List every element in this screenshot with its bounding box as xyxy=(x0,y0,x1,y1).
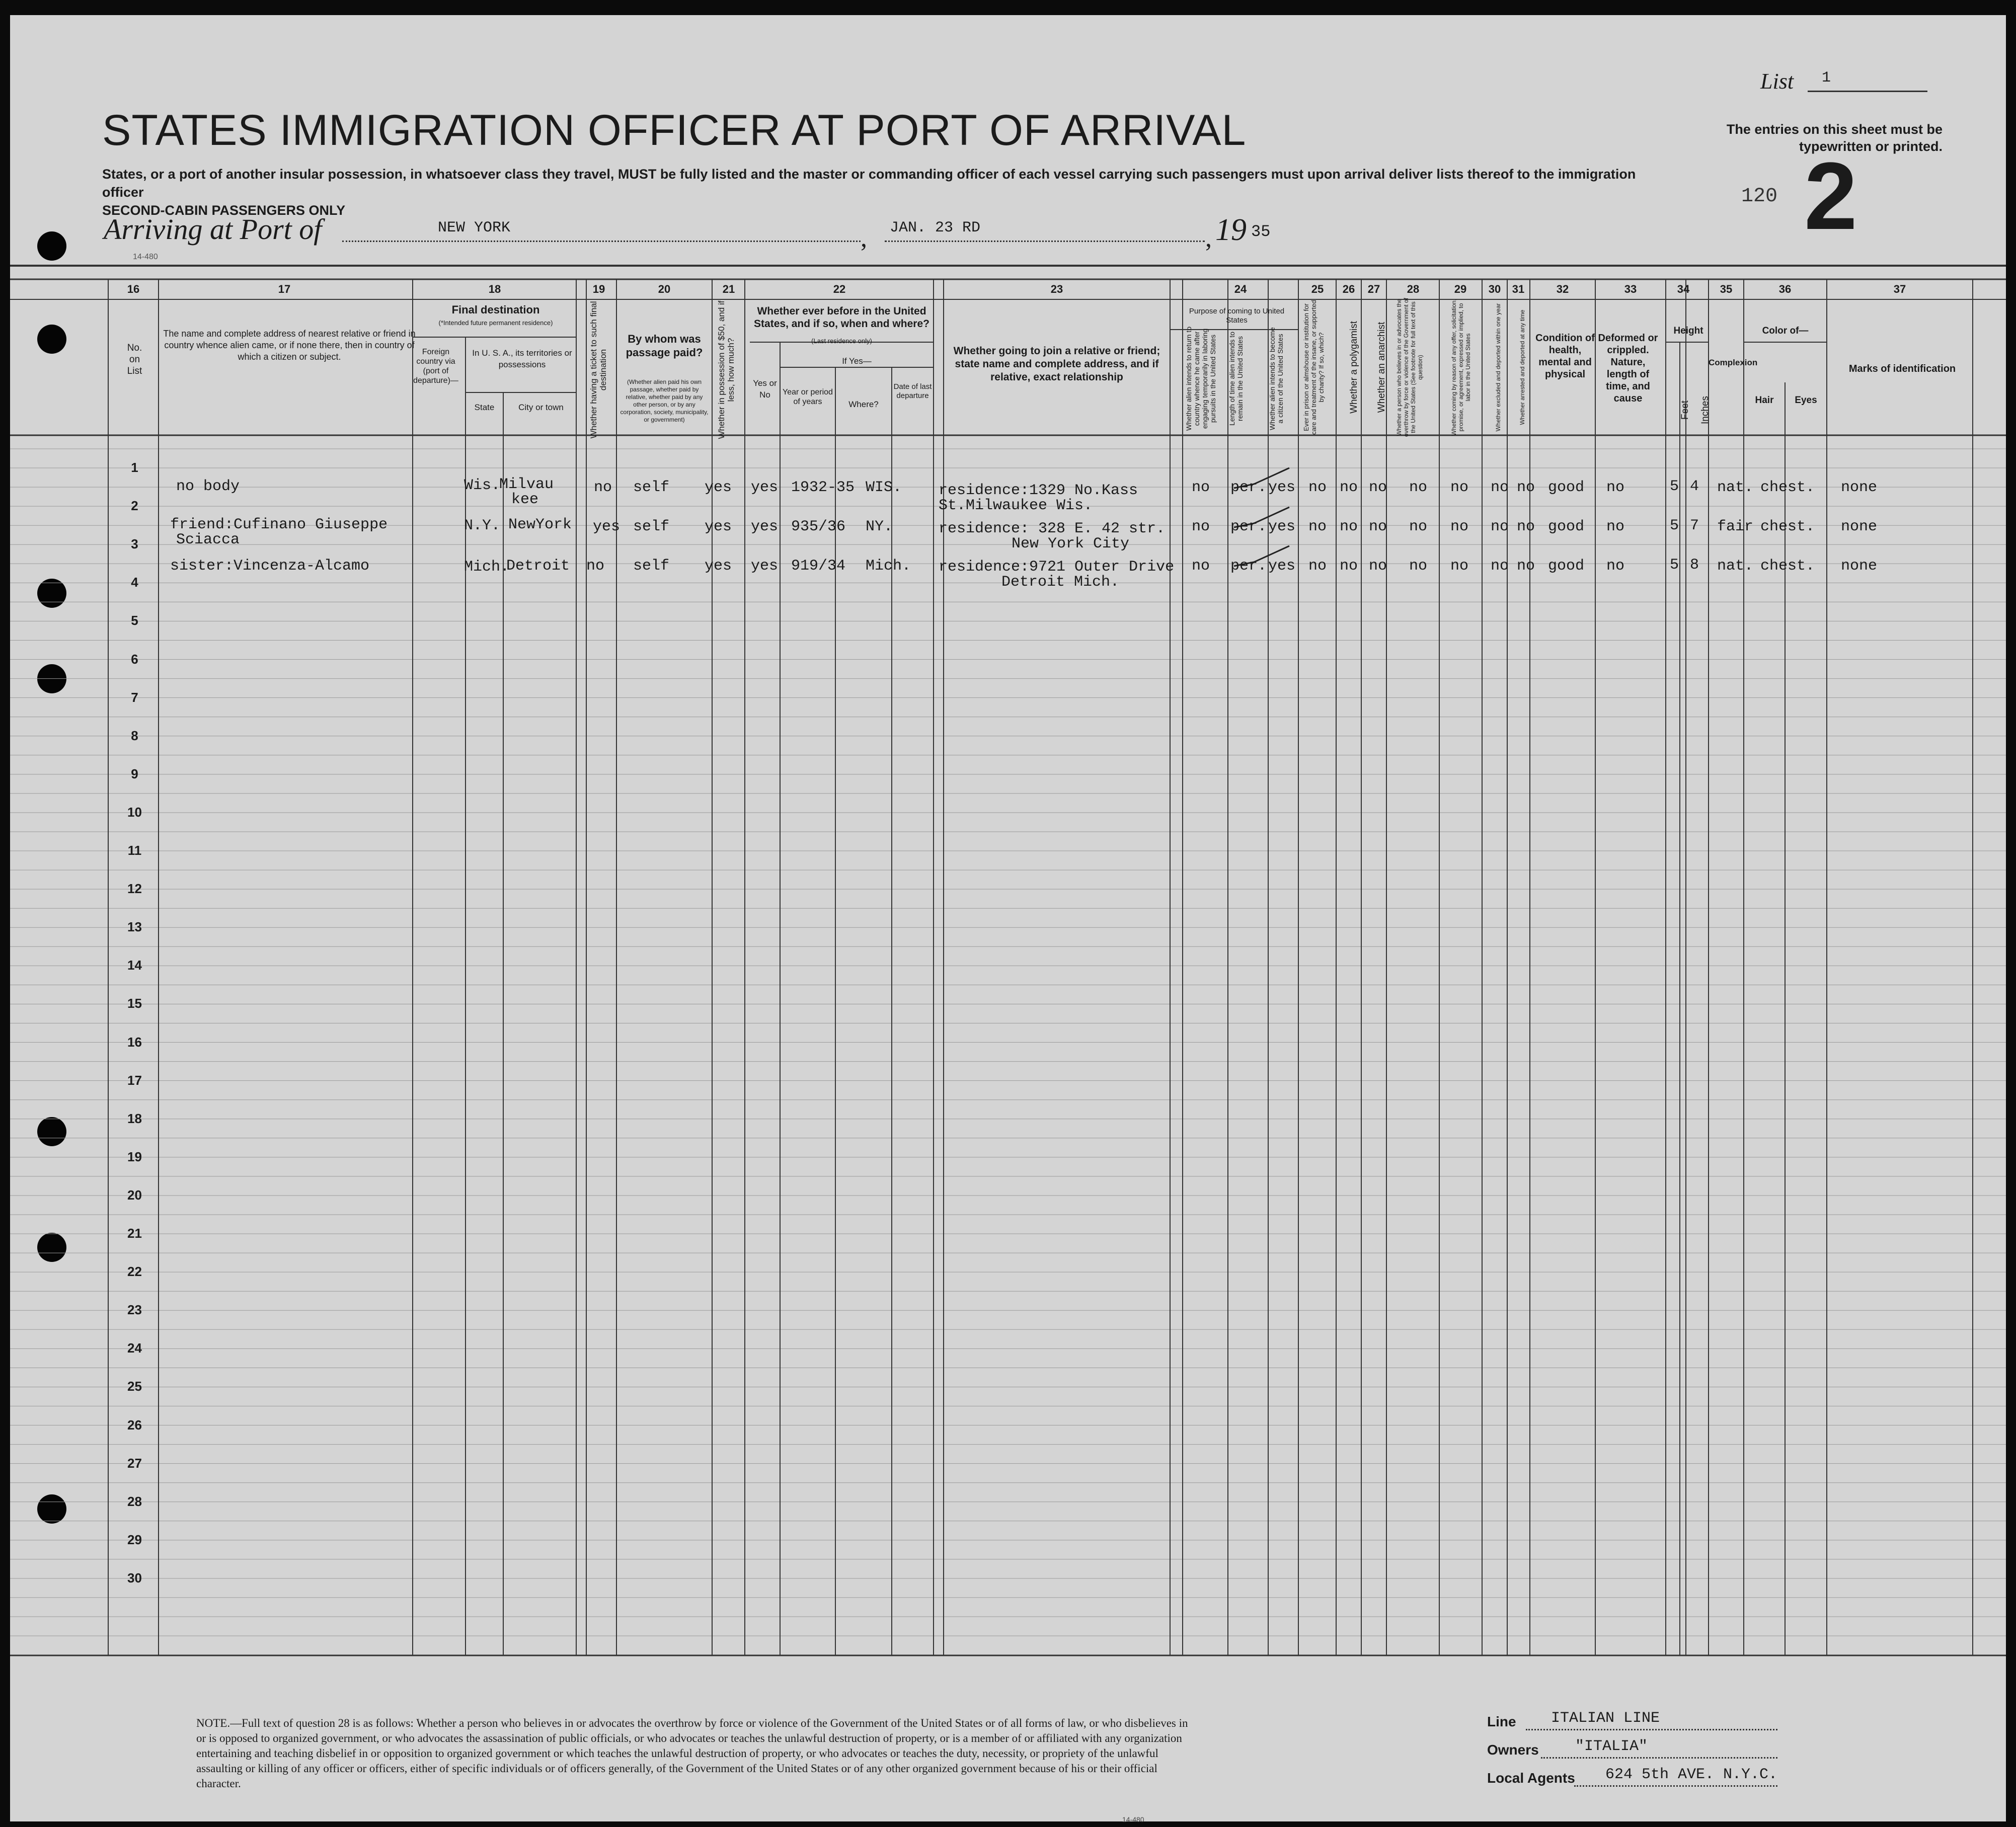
entry-city-cont: kee xyxy=(511,491,539,508)
entry-where: NY. xyxy=(866,518,893,535)
entry-city: Detroit xyxy=(506,558,570,575)
entry-ticket: no xyxy=(594,479,612,496)
form-code-bottom: 14-480 xyxy=(1122,1815,1144,1823)
year-prefix: 19 xyxy=(1215,213,1247,247)
entry-city: NewYork xyxy=(508,516,572,533)
entry-relative-cont: Sciacca xyxy=(176,531,240,548)
entry-ever-before: yes xyxy=(751,479,779,496)
entry-col26: no xyxy=(1340,518,1358,535)
entry-col28: no xyxy=(1409,518,1428,535)
header-no-on-list: No. on List xyxy=(127,343,142,376)
port-value: NEW YORK xyxy=(438,219,511,236)
header-final-destination: Final destination xyxy=(451,303,540,316)
entry-purpose-b: per. xyxy=(1230,518,1267,535)
header-col29: Whether coming by reason of any offer, solicitation, promise, or agreement, expressed or implied, to labor in the United States xyxy=(1450,299,1471,436)
header-possession-50: Whether in possession of $50, and if less, how much? xyxy=(717,300,736,439)
entry-passage-paid: self xyxy=(633,518,670,535)
row-number: 7 xyxy=(131,689,138,705)
entry-marks: none xyxy=(1841,479,1878,496)
column-number: 20 xyxy=(658,283,671,295)
row-number: 16 xyxy=(127,1034,142,1050)
line-label: Line xyxy=(1487,1714,1516,1729)
year-suffix: 35 xyxy=(1251,222,1271,241)
owners-label: Owners xyxy=(1487,1742,1539,1758)
header-purpose: Purpose of coming to United States xyxy=(1189,307,1285,325)
entry-col30: no xyxy=(1491,518,1509,535)
column-number: 37 xyxy=(1893,283,1906,295)
entry-col29: no xyxy=(1450,479,1469,496)
entry-complexion: nat. xyxy=(1717,558,1754,575)
header-marks: Marks of identification xyxy=(1848,363,1956,374)
entry-state: Wis. xyxy=(464,477,501,494)
column-number: 16 xyxy=(127,283,140,295)
entry-col31: no xyxy=(1517,558,1535,575)
column-number: 34 xyxy=(1677,283,1690,295)
column-number: 28 xyxy=(1407,283,1420,295)
header-col27: Whether an anarchist xyxy=(1376,322,1387,413)
typewritten-note: The entries on this sheet must be typewritten or printed. xyxy=(1726,122,1943,154)
agents-label: Local Agents xyxy=(1487,1770,1575,1786)
entry-ever-before: yes xyxy=(751,518,779,535)
intro-line-2: SECOND-CABIN PASSENGERS ONLY xyxy=(102,203,346,218)
intro-line-1: States, or a port of another insular possession, in whatsoever class they travel, MUST be fully listed and the master or commanding officer of each vessel carrying such passengers must upon arrival deliver lists thereof to the immigration officer xyxy=(102,167,1636,200)
entry-deformed: no xyxy=(1606,479,1625,496)
header-yes-or-no: Yes or No xyxy=(753,378,777,400)
arriving-label: Arriving at Port of xyxy=(104,213,322,246)
column-number: 30 xyxy=(1488,283,1501,295)
row-number: 19 xyxy=(127,1149,142,1164)
entry-join: residence: 328 E. 42 str. xyxy=(939,520,1166,537)
entry-hair-eyes: chest. xyxy=(1760,558,1815,575)
header-city: City or town xyxy=(518,403,564,412)
entry-col31: no xyxy=(1517,479,1535,496)
row-number: 2 xyxy=(131,498,138,514)
entry-purpose-a: no xyxy=(1192,558,1210,575)
row-number: 25 xyxy=(127,1379,142,1394)
header-purpose-b: Length of time alien intends to remain in the United States xyxy=(1228,332,1244,426)
manifest-sheet xyxy=(10,15,2006,1821)
entry-col26: no xyxy=(1340,558,1358,575)
entry-passage-paid: self xyxy=(633,479,670,496)
header-ever-before-note: (Last residence only) xyxy=(811,337,872,345)
entry-hair-eyes: chest. xyxy=(1760,518,1815,535)
row-number: 3 xyxy=(131,536,138,552)
column-number: 21 xyxy=(722,283,735,295)
entry-ticket: no xyxy=(586,558,605,575)
row-number: 1 xyxy=(131,460,138,475)
column-number: 22 xyxy=(833,283,846,295)
entry-col28: no xyxy=(1409,558,1428,575)
entry-marks: none xyxy=(1841,558,1878,575)
footer-note: NOTE.—Full text of question 28 is as follows: Whether a person who believes in or advocates the overthrow by force or violence of the Government of the United States or of all forms of law, or who disbelieves in or is opposed to organized government, or who advocates the assassination of public officials, or who advocates or teaches the unlawful destruction of property, or is a member of or affiliated with any organization entertaining and teaching disbelief in or opposition to organized government or which teaches the unlawful destruction of property, or who advocates or teaches the duty, necessity, or propriety of the unlawful assaulting or killing of any officer or officers, either of specific individuals or of officers generally, of the Government of the United States or of any other organized government because of his or their official character. xyxy=(196,1717,1188,1790)
header-feet: Feet xyxy=(1680,400,1690,420)
entry-relative: sister:Vincenza-Alcamo xyxy=(170,558,370,575)
entry-money: yes xyxy=(705,558,732,575)
stamp-page-number: 2 xyxy=(1804,143,1857,250)
entry-marks: none xyxy=(1841,518,1878,535)
entry-col28: no xyxy=(1409,479,1428,496)
entry-where: Mich. xyxy=(866,558,911,575)
arrival-date: JAN. 23 RD xyxy=(890,219,981,236)
form-code-top: 14-480 xyxy=(133,253,158,261)
header-passage-paid-note: (Whether alien paid his own passage, whether paid by relative, whether paid by any other person, or by any corporation, society, municipality, or government) xyxy=(620,378,709,423)
header-complexion: Complexion xyxy=(1709,358,1758,367)
row-number: 21 xyxy=(127,1226,142,1241)
column-number: 26 xyxy=(1342,283,1355,295)
entry-condition: good xyxy=(1548,558,1585,575)
entry-join: residence:1329 No.Kass xyxy=(939,482,1138,499)
entry-purpose-c: yes xyxy=(1268,479,1296,496)
entry-purpose-b: per. xyxy=(1230,558,1267,575)
entry-inches: 4 xyxy=(1690,478,1699,495)
entry-purpose-c: yes xyxy=(1268,518,1296,535)
entry-join-cont: Detroit Mich. xyxy=(1001,574,1120,591)
row-number: 26 xyxy=(127,1417,142,1433)
row-number: 4 xyxy=(131,575,138,590)
entry-feet: 5 xyxy=(1670,517,1679,534)
row-number: 22 xyxy=(127,1264,142,1280)
header-relative-friend: The name and complete address of nearest relative or friend in country whence alien came, or if none there, then in country of which a citizen or subject. xyxy=(163,329,416,362)
entry-purpose-b: per. xyxy=(1230,479,1267,496)
entry-years: 935/36 xyxy=(791,518,846,535)
entry-feet: 5 xyxy=(1670,478,1679,495)
entry-inches: 7 xyxy=(1690,517,1699,534)
header-condition: Condition of health, mental and physical xyxy=(1535,333,1595,380)
row-number: 20 xyxy=(127,1187,142,1203)
row-number: 13 xyxy=(127,919,142,935)
header-in-usa: In U. S. A., its territories or possessions xyxy=(472,348,572,369)
row-number: 15 xyxy=(127,996,142,1011)
header-date-departure: Date of last departure xyxy=(893,382,932,400)
entry-col29: no xyxy=(1450,518,1469,535)
header-where: Where? xyxy=(848,400,879,409)
entry-col30: no xyxy=(1491,479,1509,496)
header-ticket: Whether having a ticket to such final destination xyxy=(589,301,608,439)
entry-feet: 5 xyxy=(1670,557,1679,574)
row-number: 11 xyxy=(127,843,142,858)
entry-col27: no xyxy=(1369,479,1387,496)
header-hair: Hair xyxy=(1755,395,1774,406)
header-purpose-c: Whether alien intends to become a citizen of the United States xyxy=(1268,327,1284,430)
row-number: 28 xyxy=(127,1493,142,1509)
column-number: 23 xyxy=(1050,283,1063,295)
row-number: 5 xyxy=(131,613,138,628)
column-number: 35 xyxy=(1720,283,1733,295)
entry-relative: no body xyxy=(176,478,240,495)
entry-deformed: no xyxy=(1606,518,1625,535)
column-number: 18 xyxy=(488,283,501,295)
header-ever-before: Whether ever before in the United States, and if so, when and where? xyxy=(754,305,929,330)
header-color-of: Color of— xyxy=(1762,326,1809,336)
column-number: 29 xyxy=(1454,283,1467,295)
comma-separator: , xyxy=(861,224,867,253)
header-join-relative: Whether going to join a relative or friend; state name and complete address, and if relative, exact relationship xyxy=(953,345,1160,383)
header-col26: Whether a polygamist xyxy=(1349,321,1359,414)
page-title: STATES IMMIGRATION OFFICER AT PORT OF ARRIVAL xyxy=(102,106,1247,154)
header-if-yes: If Yes— xyxy=(842,356,872,366)
entry-condition: good xyxy=(1548,518,1585,535)
owners-field-line xyxy=(1541,1757,1777,1759)
entry-condition: good xyxy=(1548,479,1585,496)
entry-col25: no xyxy=(1308,479,1327,496)
header-state: State xyxy=(474,403,495,412)
header-col30: Whether excluded and deported within one year xyxy=(1495,303,1502,432)
entry-col29: no xyxy=(1450,558,1469,575)
header-height: Height xyxy=(1673,326,1703,336)
entry-col26: no xyxy=(1340,479,1358,496)
entry-deformed: no xyxy=(1606,558,1625,575)
column-number: 32 xyxy=(1556,283,1569,295)
entry-col31: no xyxy=(1517,518,1535,535)
column-number: 27 xyxy=(1367,283,1380,295)
row-number: 10 xyxy=(127,804,142,820)
list-label: List xyxy=(1760,69,1794,94)
entry-complexion: fair xyxy=(1717,518,1754,535)
comma-separator: , xyxy=(1205,224,1212,253)
column-number: 36 xyxy=(1778,283,1792,295)
agents-field-line xyxy=(1574,1785,1777,1787)
row-number: 12 xyxy=(127,881,142,897)
header-foreign-country: Foreign country via (port of departure)— xyxy=(413,348,458,385)
entry-inches: 8 xyxy=(1690,557,1699,574)
column-number: 17 xyxy=(278,283,291,295)
header-col25: Ever in prison or almshouse or institution for care and treatment of the insane, or supported by charity? If so, which? xyxy=(1302,300,1325,435)
header-final-destination-note: (*Intended future permanent residence) xyxy=(438,319,553,327)
row-number: 14 xyxy=(127,958,142,973)
entry-years: 1932-35 xyxy=(791,479,855,496)
form-grid xyxy=(10,15,2006,1821)
entry-col27: no xyxy=(1369,518,1387,535)
header-purpose-a: Whether alien intends to return to country whence he came after engaging temporarily in laboring pursuits in the United States xyxy=(1185,327,1217,431)
row-number: 9 xyxy=(131,766,138,781)
row-number: 8 xyxy=(131,728,138,743)
column-number: 19 xyxy=(592,283,605,295)
line-value: ITALIAN LINE xyxy=(1551,1710,1660,1727)
column-number: 31 xyxy=(1512,283,1525,295)
entry-ticket: yes xyxy=(593,518,621,535)
entry-money: yes xyxy=(705,518,732,535)
entry-purpose-a: no xyxy=(1192,479,1210,496)
agents-value: 624 5th AVE. N.Y.C. xyxy=(1605,1766,1778,1783)
row-number: 29 xyxy=(127,1532,142,1547)
entry-complexion: nat. xyxy=(1717,479,1754,496)
row-number: 6 xyxy=(131,651,138,667)
entry-col27: no xyxy=(1369,558,1387,575)
entry-join-cont: New York City xyxy=(1012,535,1130,552)
column-number: 25 xyxy=(1311,283,1324,295)
row-number: 17 xyxy=(127,1072,142,1088)
entry-where: WIS. xyxy=(866,479,902,496)
entry-relative: friend:Cufinano Giuseppe xyxy=(170,516,388,533)
header-col28: Whether a person who believes in or advocates the overthrow by force or violence of the Government of the United States (See footnote for full text of this question) xyxy=(1395,297,1424,437)
entry-join-cont: St.Milwaukee Wis. xyxy=(939,497,1093,514)
header-passage-paid: By whom was passage paid? xyxy=(626,333,703,359)
owners-value: "ITALIA" xyxy=(1575,1738,1648,1755)
row-number: 23 xyxy=(127,1302,142,1318)
entry-purpose-a: no xyxy=(1192,518,1210,535)
line-field-line xyxy=(1526,1729,1777,1730)
header-inches: Inches xyxy=(1700,396,1711,424)
header-year-or-period: Year or period of years xyxy=(783,388,833,406)
entry-col25: no xyxy=(1308,558,1327,575)
entry-money: yes xyxy=(705,479,732,496)
row-number: 24 xyxy=(127,1340,142,1356)
list-number: 1 xyxy=(1822,69,1831,87)
stamp-number: 120 xyxy=(1741,185,1778,208)
header-col31: Whether arrested and deported at any time xyxy=(1519,309,1526,425)
entry-col25: no xyxy=(1308,518,1327,535)
header-deformed: Deformed or crippled. Nature, length of time, and cause xyxy=(1598,333,1658,404)
entry-state: Mich. xyxy=(464,559,510,576)
header-eyes: Eyes xyxy=(1795,395,1817,406)
column-number: 33 xyxy=(1624,283,1637,295)
entry-hair-eyes: chest. xyxy=(1760,479,1815,496)
row-number: 27 xyxy=(127,1455,142,1471)
entry-ever-before: yes xyxy=(751,558,779,575)
entry-state: N.Y. xyxy=(464,517,501,534)
column-number: 24 xyxy=(1234,283,1247,295)
entry-passage-paid: self xyxy=(633,558,670,575)
entry-city: Milvau xyxy=(499,476,554,493)
entry-purpose-c: yes xyxy=(1268,558,1296,575)
row-number: 18 xyxy=(127,1110,142,1126)
entry-join: residence:9721 Outer Drive xyxy=(939,559,1175,576)
entry-years: 919/34 xyxy=(791,558,846,575)
entry-col30: no xyxy=(1491,558,1509,575)
row-number: 30 xyxy=(127,1570,142,1585)
